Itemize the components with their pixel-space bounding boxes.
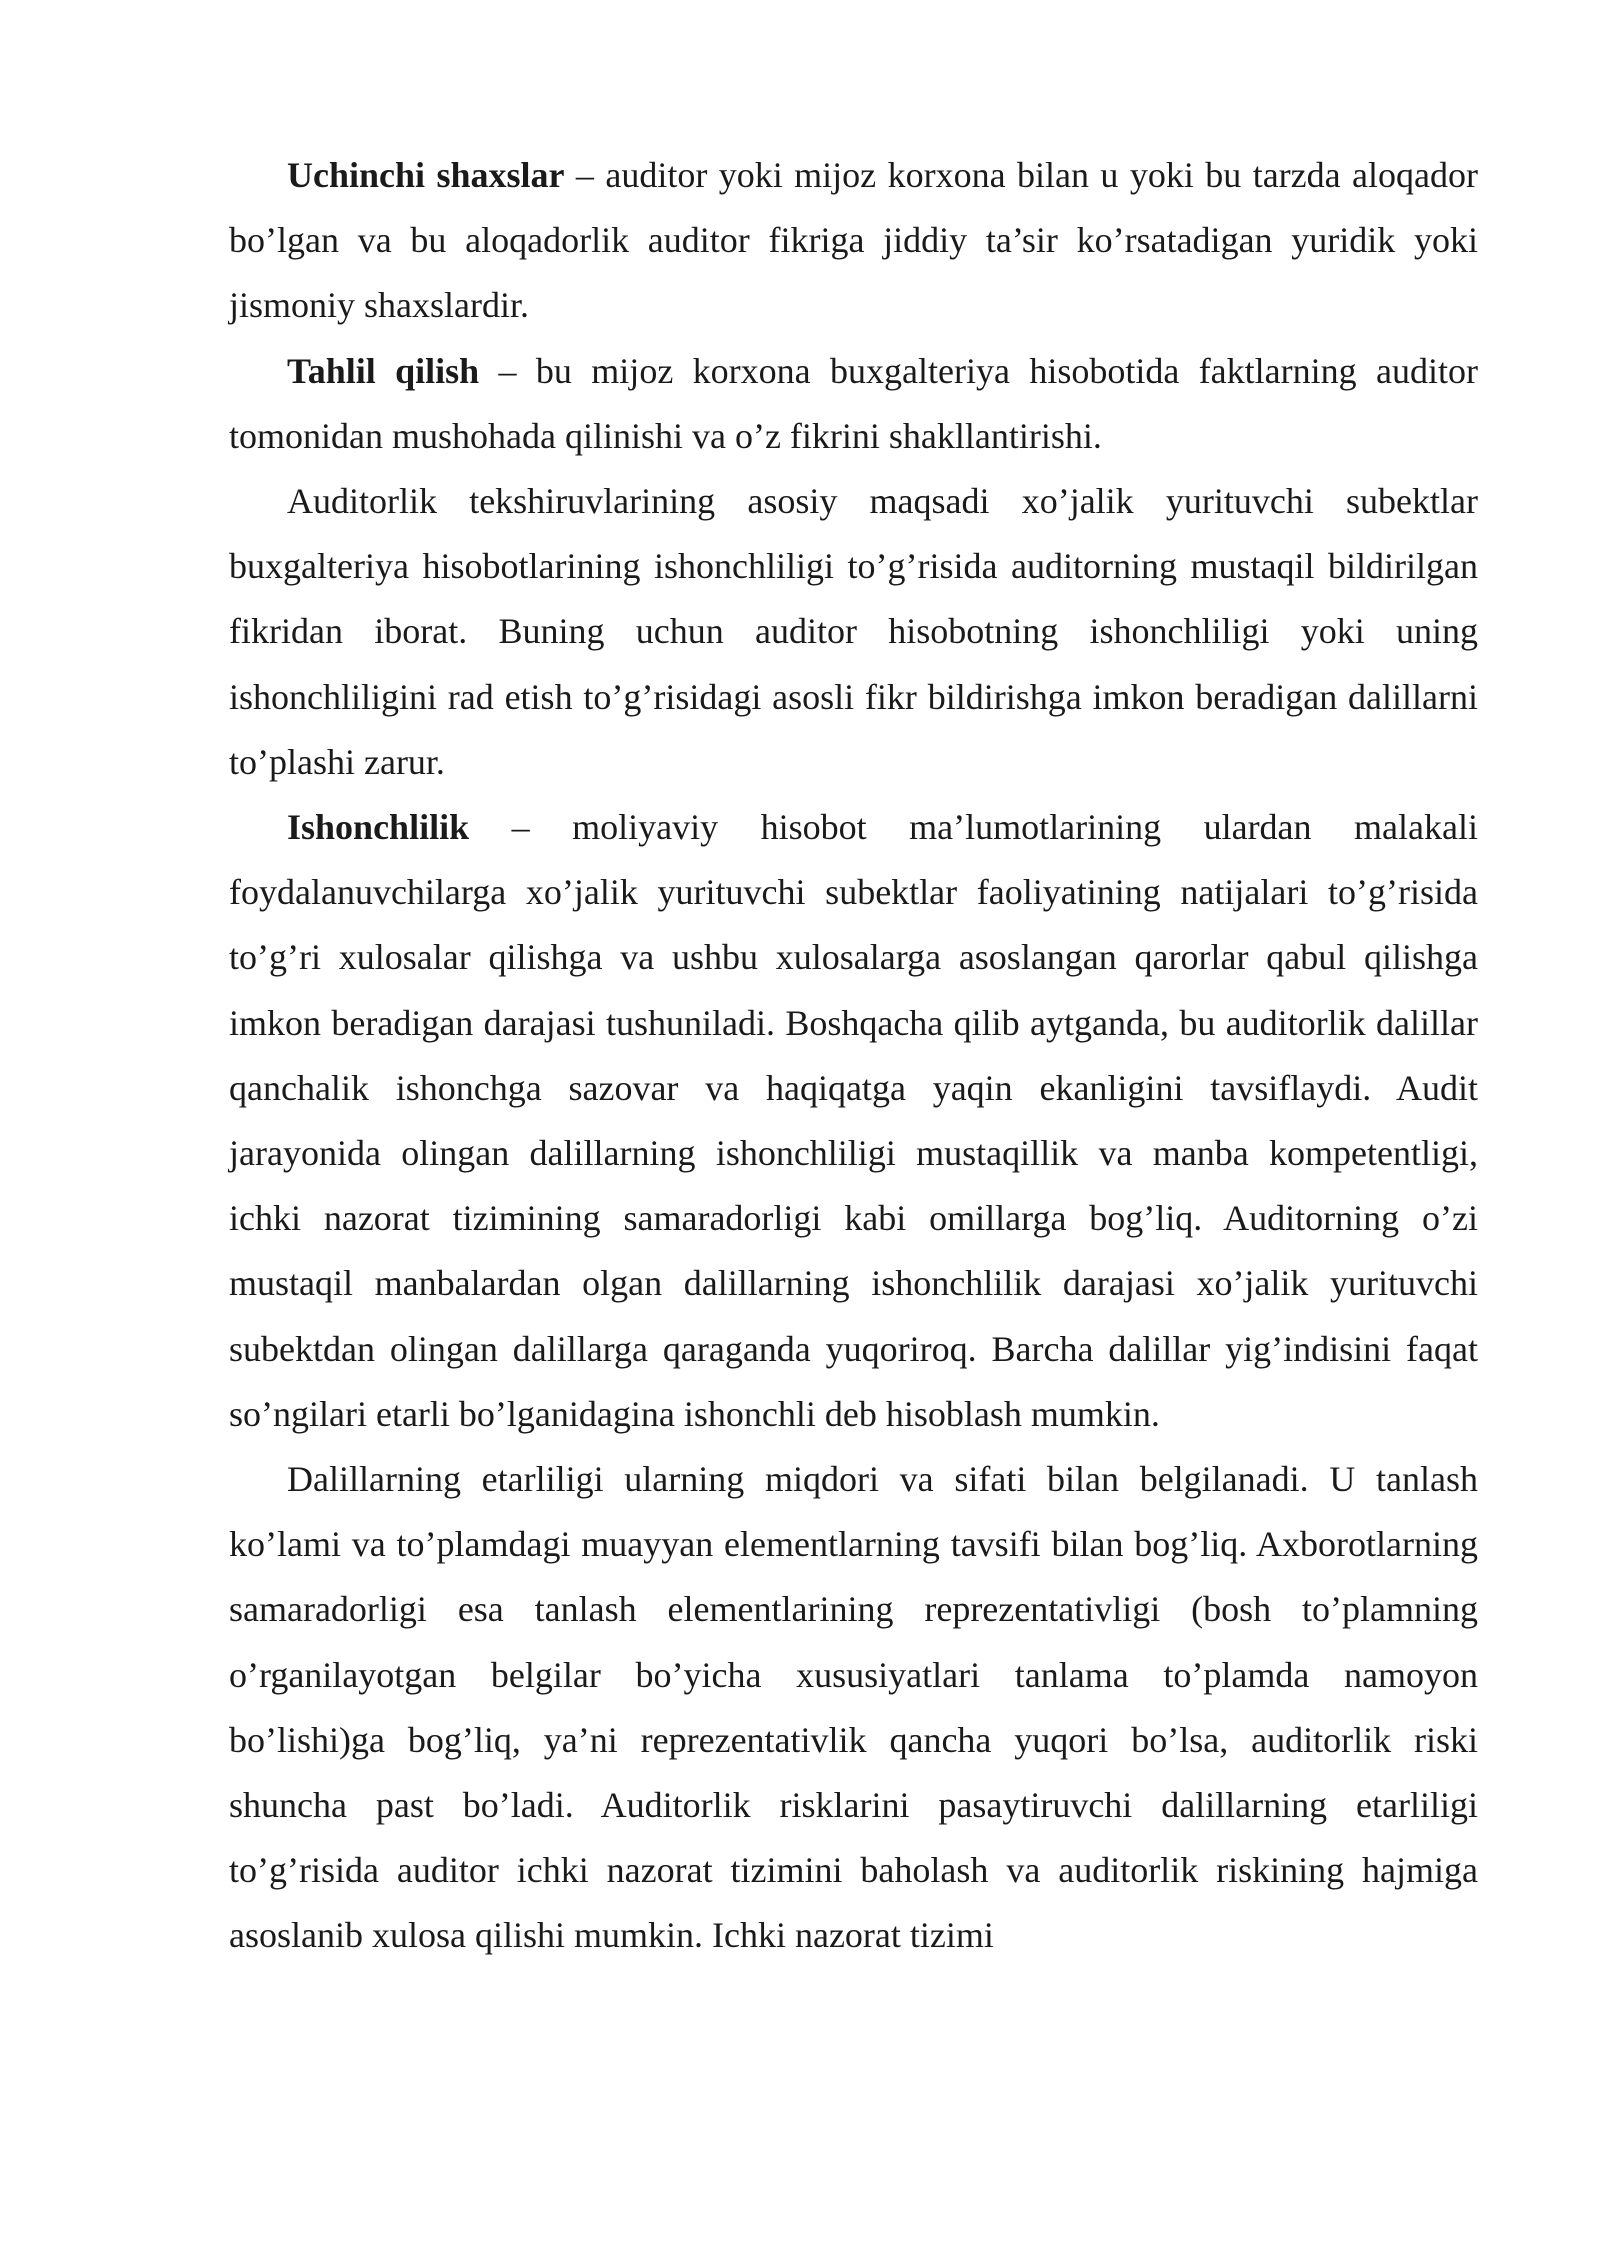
term-third-parties: Uchinchi shaxslar: [287, 155, 565, 195]
term-reliability: Ishonchlilik: [287, 807, 470, 848]
term-analysis: Tahlil qilish: [287, 350, 480, 391]
paragraph-reliability: [229, 795, 1478, 1447]
paragraph-analysis: [229, 339, 1478, 469]
text-sufficiency: Dalillarning etarliligi ularning miqdori va sifati bilan belgilanadi. U tanlash ko’lami va to’plamdagi muayyan elementlarning tavsifi bilan bog’liq. Axborotlarning samaradorligi esa tanlash elementlarining reprezentativligi (bosh to’plamning o’rganilayotgan belgilar bo’yicha xususiyatlari tanlama to’plamda namoyon bo’lishi)ga bog’liq, ya’ni reprezentativlik qancha yuqori bo’lsa, auditorlik riski shuncha past bo’ladi. Auditorlik risklarini pasaytiruvchi dalillarning etarliligi to’g’risida auditor ichki nazorat tizimini baholash va auditorlik riskining hajmiga asoslanib xulosa qilishi mumkin. Ichki nazorat tizimi: [229, 1459, 1478, 1956]
paragraph-third-parties: [229, 143, 1478, 339]
definition-third-parties: – auditor yoki mijoz korxona bilan u yoki bu tarzda aloqador bo’lgan va bu aloqadorlik auditor fikriga jiddiy ta’sir ko’rsatadigan yuridik yoki jismoniy shaxslardir.: [229, 155, 1479, 326]
definition-reliability: – moliyaviy hisobot ma’lumotlarining ulardan malakali foydalanuvchilarga xo’jalik yurituvchi subektlar faoliyatining natijalari to’g’risida to’g’ri xulosalar qilishga va ushbu xulosalarga asoslangan qarorlar qabul qilishga imkon beradigan darajasi tushuniladi. Boshqacha qilib aytganda, bu auditorlik dalillar qanchalik ishonchga sazovar va haqiqatga yaqin ekanligini tavsiflaydi. Audit jarayonida olingan dalillarning ishonchliligi mustaqillik va manba kompetentligi, ichki nazorat tizimining samaradorligi kabi omillarga bog’liq. Auditorning o’zi mustaqil manbalardan olgan dalillarning ishonchlilik darajasi xo’jalik yurituvchi subektdan olingan dalillarga qaraganda yuqoriroq. Barcha dalillar yig’indisini faqat so’ngilari etarli bo’lganidagina ishonchli deb hisoblash mumkin.: [229, 807, 1478, 1434]
text-audit-goal: Auditorlik tekshiruvlarining asosiy maqsadi xo’jalik yurituvchi subektlar buxgalteriya hisobotlarining ishonchliligi to’g’risida auditorning mustaqil bildirilgan fikridan iborat. Buning uchun auditor hisobotning ishonchliligi yoki uning ishonchliligini rad etish to’g’risidagi asosli fikr bildirishga imkon beradigan dalillarni to’plashi zarur.: [229, 481, 1478, 782]
definition-analysis: – bu mijoz korxona buxgalteriya hisobotida faktlarning auditor tomonidan mushohada qilinishi va o’z fikrini shakllantirishi.: [229, 350, 1478, 456]
document-body: [229, 143, 1478, 1969]
paragraph-sufficiency: [229, 1447, 1478, 1969]
paragraph-audit-goal: [229, 469, 1478, 795]
